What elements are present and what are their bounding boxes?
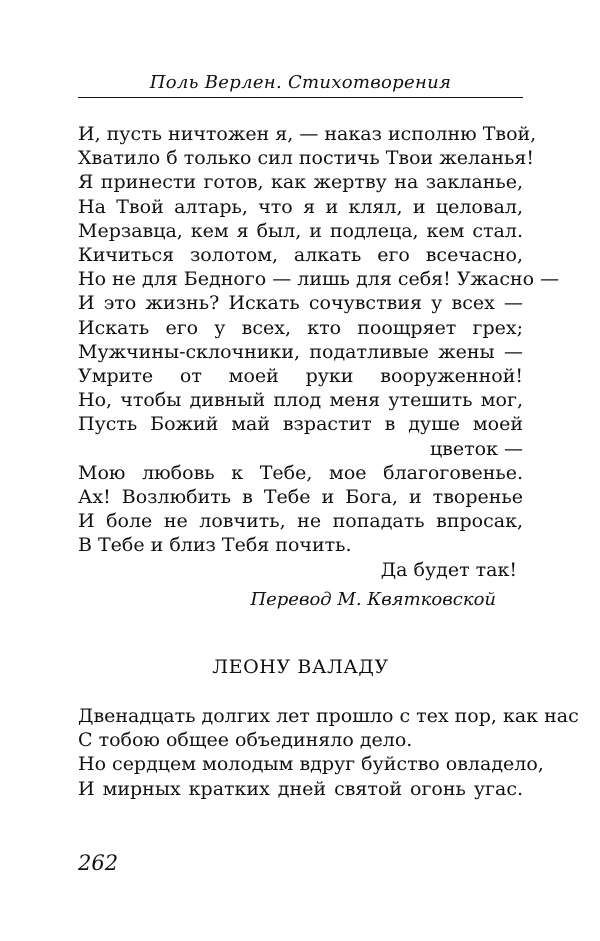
poem-line: Умрите от моей руки вооруженной! (78, 365, 523, 388)
poem-line: Мужчины-склочники, податливые жены — (78, 340, 523, 363)
poem-line: С тобою общее объединяло дело. (78, 729, 413, 752)
running-head-title: Поль Верлен. Стихотворения (149, 72, 452, 93)
poem-line: Пусть Божий май взрастит в душе моей (78, 413, 523, 436)
poem-title: ЛЕОНУ ВАЛАДУ (212, 656, 389, 678)
poem-line: Кичиться золотом, алкать его всечасно, (78, 244, 523, 267)
poem2-body (78, 704, 579, 801)
poem-line: И мирных кратких дней святой огонь угас. (78, 777, 523, 800)
poem-line: Но не для Бедного — лишь для себя! Ужасно — (78, 268, 560, 291)
page-number: 262 (78, 851, 119, 875)
poem-line: В Тебе и близ Тебя почить. (78, 534, 352, 557)
poem-final-line: Да будет так! (380, 558, 517, 581)
translator-credit: Перевод М. Квятковской (250, 589, 496, 610)
poem-line: И боле не ловчить, не попадать впросак, (78, 510, 523, 533)
poem-body (78, 122, 560, 582)
poem-line: И это жизнь? Искать сочувствия у всех — (78, 292, 523, 315)
poem-line-continuation: цветок — (429, 437, 523, 460)
poem-line: На Твой алтарь, что я и клял, и целовал, (78, 195, 523, 218)
poem-line: Но сердцем молодым вдруг буйство овладело, (78, 753, 544, 776)
poem-line: Двенадцать долгих лет прошло с тех пор, как нас (78, 705, 579, 727)
poem-line: Но, чтобы дивный плод меня утешить мог, (78, 389, 523, 412)
poem-line: И, пусть ничтожен я, — наказ исполню Твой, (78, 123, 537, 145)
poem-line: Искать его у всех, кто поощряет грех; (78, 316, 523, 339)
poem-line: Хватило б только сил постичь Твои желанья! (78, 147, 535, 170)
poem-line: Я принести готов, как жертву на закланье, (78, 171, 523, 194)
header-rule (78, 97, 523, 98)
poem-line: Мерзавца, кем я был, и подлеца, кем стал. (78, 219, 523, 242)
poem-line: Ах! Возлюбить в Тебе и Бога, и творенье (78, 486, 523, 509)
poem-line: Мою любовь к Тебе, мое благоговенье. (78, 461, 523, 484)
